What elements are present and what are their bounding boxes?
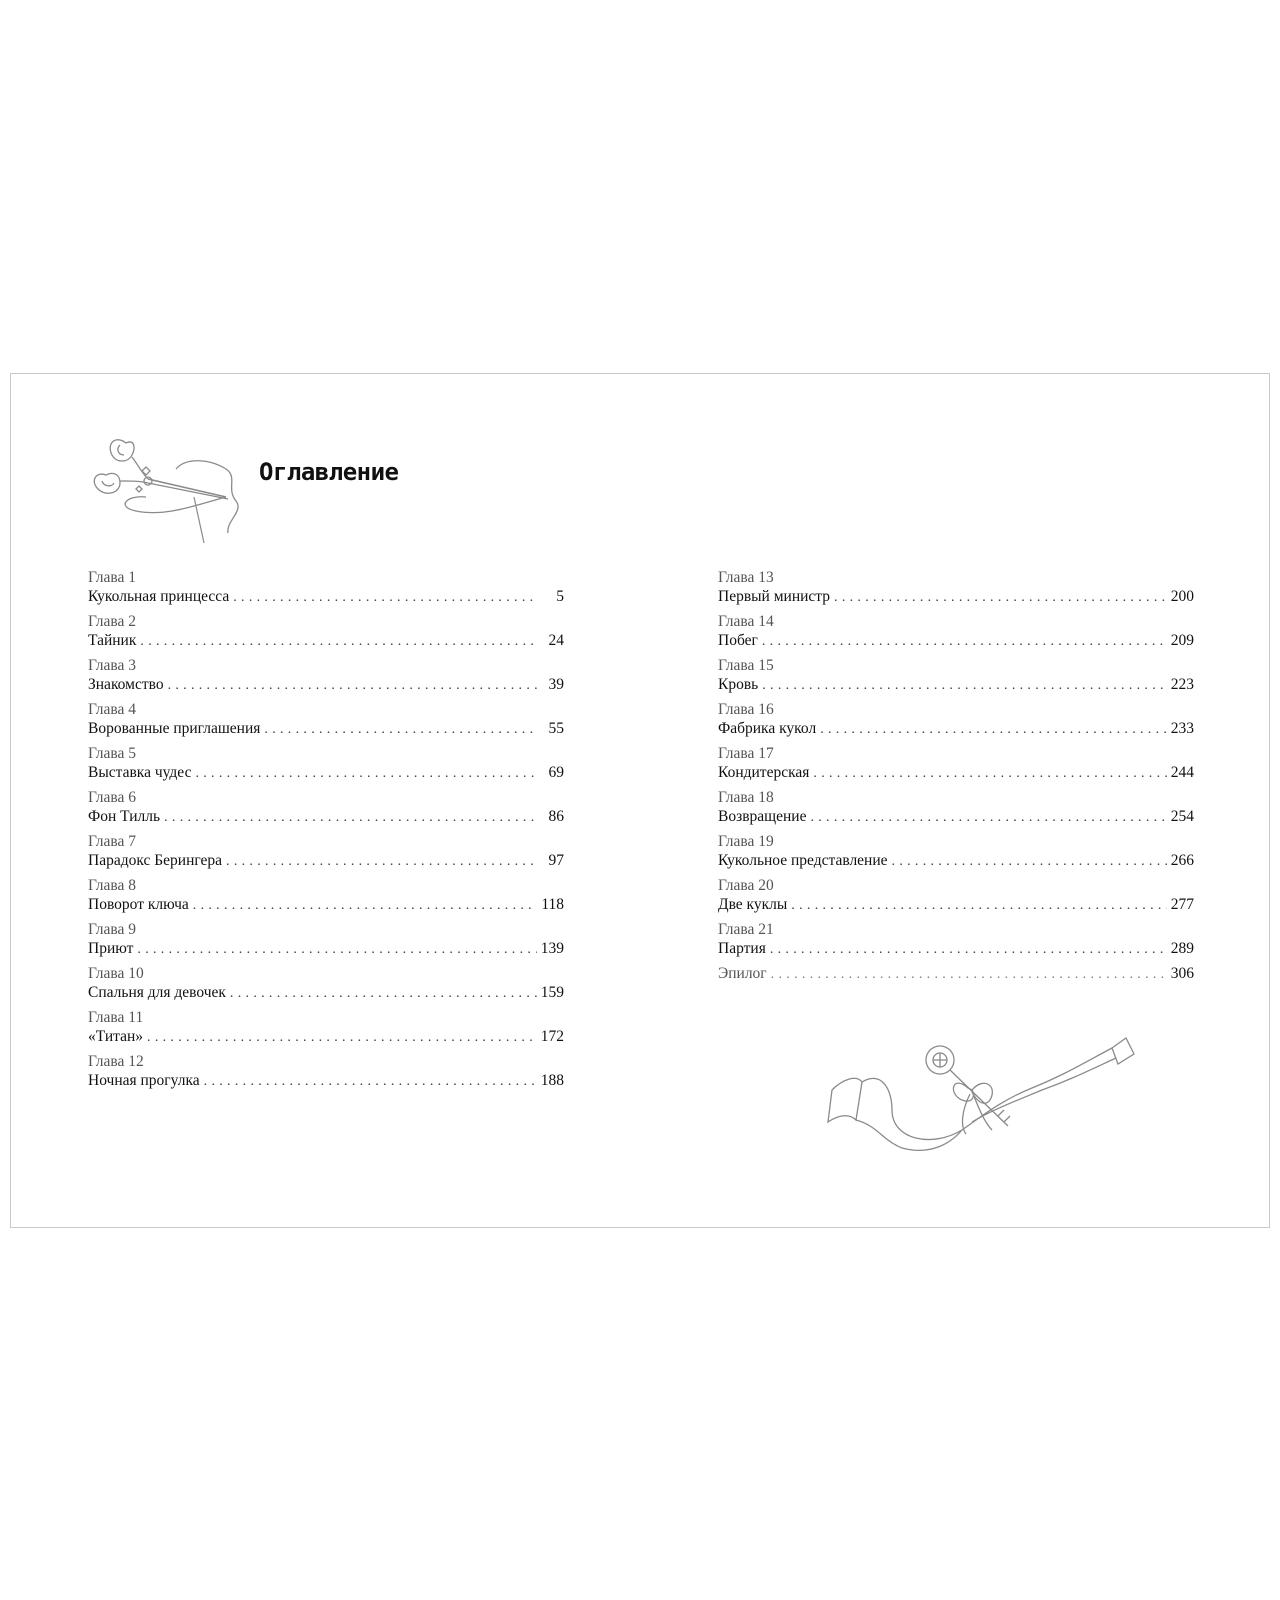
chapter-title: Две куклы [718, 896, 788, 913]
page-number: 69 [548, 764, 564, 781]
toc-left-column [88, 568, 564, 1096]
chapter-label: Глава 14 [718, 613, 774, 630]
chapter-label: Глава 4 [88, 701, 137, 718]
page-number: 5 [556, 588, 564, 605]
dot-leader [264, 720, 537, 740]
chapter-title: Кровь [718, 676, 759, 693]
chapter-label: Глава 15 [718, 657, 774, 674]
page-number: 254 [1170, 808, 1194, 825]
dot-leader [233, 588, 537, 608]
chapter-title: Ворованные приглашения [88, 720, 261, 737]
toc-entry[interactable] [718, 832, 1194, 871]
dot-leader [204, 1072, 537, 1092]
chapter-title: Кукольное представление [718, 852, 888, 869]
dot-leader [168, 676, 537, 696]
chapter-label: Глава 6 [88, 789, 137, 806]
chapter-title: Фон Тилль [88, 808, 161, 825]
dot-leader [762, 632, 1167, 652]
chapter-label: Глава 1 [88, 569, 137, 586]
toc-entry[interactable] [88, 1052, 564, 1091]
chapter-label: Глава 5 [88, 745, 137, 762]
page-number: 200 [1170, 588, 1194, 605]
page-number: 86 [548, 808, 564, 825]
page-number: 118 [541, 896, 564, 913]
ribbon-key-icon [822, 1030, 1142, 1160]
toc-entry[interactable] [88, 1008, 564, 1047]
dot-leader [771, 965, 1167, 985]
chapter-title: Фабрика кукол [718, 720, 817, 737]
page-number: 97 [548, 852, 564, 869]
dot-leader [140, 632, 537, 652]
chapter-label: Глава 16 [718, 701, 774, 718]
dot-leader [820, 720, 1167, 740]
chapter-title: Спальня для девочек [88, 984, 226, 1001]
chapter-title: Кукольная принцесса [88, 588, 230, 605]
chapter-label: Глава 3 [88, 657, 137, 674]
dot-leader [791, 896, 1167, 916]
toc-entry[interactable] [88, 744, 564, 783]
toc-entry[interactable] [718, 656, 1194, 695]
dot-leader [762, 676, 1167, 696]
toc-entry[interactable] [88, 656, 564, 695]
chapter-label: Глава 9 [88, 921, 137, 938]
page-number: 266 [1170, 852, 1194, 869]
toc-entry[interactable] [88, 876, 564, 915]
chapter-title: Приют [88, 940, 134, 957]
toc-entry[interactable] [718, 920, 1194, 959]
dot-leader [230, 984, 537, 1004]
chapter-label: Глава 8 [88, 877, 137, 894]
page-number: 139 [540, 940, 564, 957]
chapter-title: Тайник [88, 632, 137, 649]
toc-entry[interactable] [718, 876, 1194, 915]
chapter-label: Глава 17 [718, 745, 774, 762]
chapter-title: Ночная прогулка [88, 1072, 200, 1089]
toc-entry[interactable] [718, 788, 1194, 827]
page-number: 277 [1170, 896, 1194, 913]
toc-entry[interactable] [718, 744, 1194, 783]
toc-entry[interactable] [718, 700, 1194, 739]
page-number: 39 [548, 676, 564, 693]
chapter-label: Глава 2 [88, 613, 137, 630]
chapter-title: Возвращение [718, 808, 807, 825]
chapter-label: Глава 20 [718, 877, 774, 894]
chapter-title: Побег [718, 632, 758, 649]
chapter-title: Парадокс Берингера [88, 852, 223, 869]
dot-leader [810, 808, 1167, 828]
chapter-label: Глава 13 [718, 569, 774, 586]
page-number: 306 [1170, 965, 1194, 982]
dot-leader [193, 896, 537, 916]
dot-leader [147, 1028, 537, 1048]
page-number: 209 [1170, 632, 1194, 649]
chapter-label: Глава 12 [88, 1053, 144, 1070]
dot-leader [892, 852, 1167, 872]
toc-entry[interactable] [88, 700, 564, 739]
chapter-label: Глава 11 [88, 1009, 144, 1026]
toc-entry[interactable] [88, 832, 564, 871]
dot-leader [137, 940, 537, 960]
chapter-label: Глава 7 [88, 833, 137, 850]
chapter-title: Кондитерская [718, 764, 810, 781]
page-number: 244 [1170, 764, 1194, 781]
toc-entry[interactable] [88, 568, 564, 607]
dot-leader [834, 588, 1167, 608]
toc-entry-epilogue[interactable] [718, 964, 1194, 984]
dot-leader [813, 764, 1167, 784]
chapter-title: Поворот ключа [88, 896, 189, 913]
page-number: 223 [1170, 676, 1194, 693]
toc-entry[interactable] [718, 612, 1194, 651]
page-number: 233 [1170, 720, 1194, 737]
chapter-label: Глава 10 [88, 965, 144, 982]
toc-right-column [718, 568, 1194, 989]
toc-entry[interactable] [88, 788, 564, 827]
toc-entry[interactable] [88, 612, 564, 651]
chapter-title: Первый министр [718, 588, 831, 605]
chapter-title: Выставка чудес [88, 764, 192, 781]
dot-leader [226, 852, 537, 872]
scissors-thread-icon [76, 425, 246, 555]
toc-entry[interactable] [88, 920, 564, 959]
page-number: 24 [548, 632, 564, 649]
page-number: 159 [540, 984, 564, 1001]
chapter-title: «Титан» [88, 1028, 144, 1045]
chapter-title: Партия [718, 940, 766, 957]
chapter-label: Глава 21 [718, 921, 774, 938]
chapter-label: Глава 19 [718, 833, 774, 850]
page-number: 188 [540, 1072, 564, 1089]
epilogue-title: Эпилог [718, 965, 767, 982]
chapter-label: Глава 18 [718, 789, 774, 806]
page-title: Оглавление [259, 458, 399, 486]
dot-leader [195, 764, 537, 784]
page-number: 55 [548, 720, 564, 737]
page-number: 172 [540, 1028, 564, 1045]
page-number: 289 [1170, 940, 1194, 957]
dot-leader [164, 808, 537, 828]
toc-entry[interactable] [88, 964, 564, 1003]
toc-entry[interactable] [718, 568, 1194, 607]
chapter-title: Знакомство [88, 676, 164, 693]
dot-leader [770, 940, 1167, 960]
